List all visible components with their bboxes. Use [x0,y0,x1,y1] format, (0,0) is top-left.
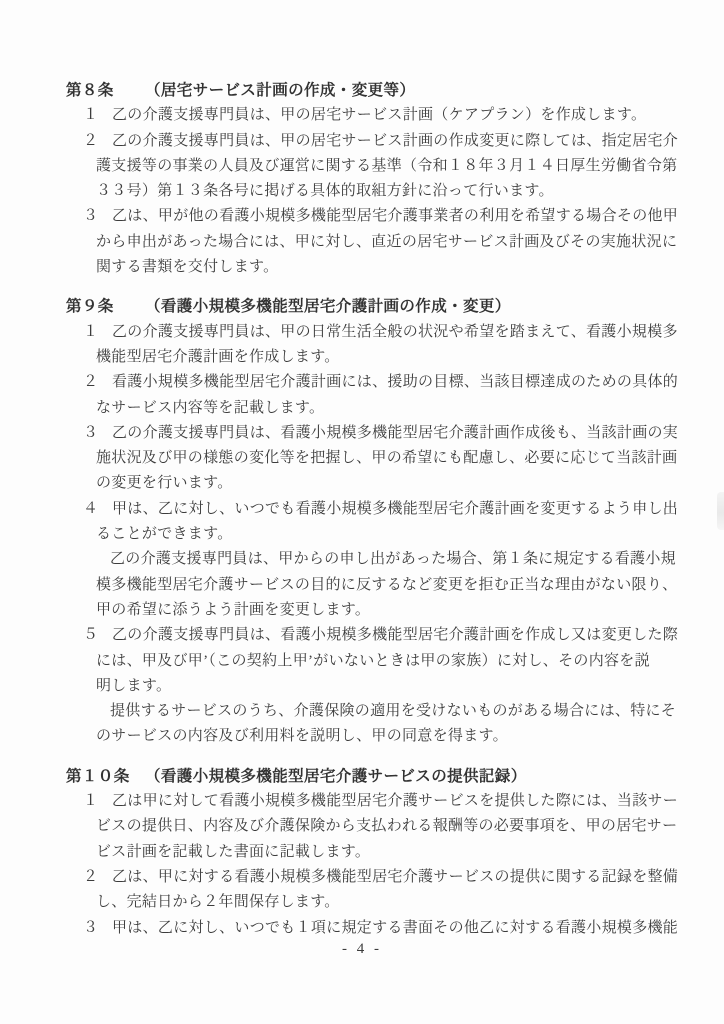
article-number: 第８条 [66,82,114,99]
clause-text: 乙の介護支援専門員は、甲からの申し出があった場合、第１条に規定する看護小規 [110,551,676,568]
article-8 [0,78,724,280]
clause-line [96,446,724,471]
clause-number: ３ [83,919,99,936]
clause-text: し、完結日から２年間保存します。 [96,894,340,911]
clause-line [96,154,724,179]
clause-text: の変更を行います。 [96,475,233,492]
clause-line [83,865,724,890]
clause-text: 甲は、乙に対し、いつでも１項に規定する書面その他乙に対する看護小規模多機能 [112,919,679,936]
clause-line [96,674,724,699]
paragraph-line [110,547,724,572]
clause-text: 甲の希望に添うよう計画を変更します。 [96,601,371,618]
clause-number: １ [83,107,99,124]
article-title: （看護小規模多機能型居宅介護計画の作成・変更） [145,298,511,316]
clause-text: 護支援等の事業の人員及び運営に関する基準（令和１８年３月１４日厚生労働省令第 [96,157,678,174]
scan-artifact [717,492,724,530]
clause-text: には、甲及び甲’（この契約上甲’がいないときは甲の家族）に対し、その内容を説 [96,652,650,669]
clause-text: ビス計画を記載した書面に記載します。 [96,843,371,860]
clause-line [96,396,724,421]
clause-text: 看護小規模多機能型居宅介護計画には、援助の目標、当該目標達成のための具体的 [112,374,679,391]
paragraph-line [96,573,724,598]
page-number: - 4 - [342,941,382,957]
clause-number: ２ [83,132,99,149]
paragraph-line [110,699,724,724]
article-heading [66,294,724,319]
clause-number: ４ [83,500,99,517]
article-number: 第９条 [66,298,114,316]
clause-text: ビスの提供日、内容及び介護保険から支払われる報酬等の必要事項を、甲の居宅サー [96,818,678,835]
clause-text: 乙の介護支援専門員は、看護小規模多機能型居宅介護計画を作成し又は変更した際 [112,627,679,644]
clause-text: 提供するサービスのうち、介護保険の適用を受けないものがある場合には、特にそ [110,703,677,720]
article-heading [66,78,724,103]
clause-text: 明します。 [96,677,172,694]
article-10 [0,764,724,941]
article-9 [0,294,724,749]
clause-text: 機能型居宅介護計画を作成します。 [96,348,340,365]
clause-line [83,204,724,229]
clause-text: 乙は甲に対して看護小規模多機能型居宅介護サービスを提供した際には、当該サー [112,793,679,810]
clause-text: 乙の介護支援専門員は、甲の居宅サービス計画（ケアプラン）を作成します。 [112,107,647,124]
clause-number: １ [83,793,99,810]
clause-text: ることができます。 [96,526,233,543]
clause-line [96,255,724,280]
article-heading [66,764,724,789]
clause-line [83,789,724,814]
clause-text: 乙の介護支援専門員は、甲の日常生活全般の状況や希望を踏まえて、看護小規模多 [112,323,678,340]
paragraph-line [96,724,724,749]
clause-line [96,179,724,204]
clause-line [83,497,724,522]
clause-text: 模多機能型居宅介護サービスの目的に反するなど変更を拒む正当な理由がない限り、 [96,576,678,593]
clause-number: ３ [83,424,99,441]
clause-line [83,129,724,154]
clause-number: ３ [83,208,99,225]
clause-line [96,890,724,915]
clause-text: 乙の介護支援専門員は、甲の居宅サービス計画の作成変更に際しては、指定居宅介 [112,132,679,149]
clause-line [83,370,724,395]
clause-line [96,230,724,255]
paragraph-line [96,598,724,623]
clause-line [96,345,724,370]
clause-text: 乙は、甲が他の看護小規模多機能型居宅介護事業者の利用を希望する場合その他甲 [112,208,679,225]
clause-line [96,649,724,674]
article-number: 第１０条 [66,767,130,785]
clause-text: なサービス内容等を記載します。 [96,399,325,416]
clause-line [83,916,724,941]
clause-line [96,814,724,839]
clause-text: ３３号）第１３条各号に掲げる具体的取組方針に沿って行います。 [96,183,554,200]
clause-line [83,320,724,345]
clause-text: のサービスの内容及び利用料を説明し、甲の同意を得ます。 [96,728,508,745]
clause-number: １ [83,323,99,340]
clause-line [96,471,724,496]
clause-text: 関する書類を交付します。 [96,259,279,276]
clause-line [96,840,724,865]
clause-line [83,103,724,128]
clause-text: から申出があった場合には、甲に対し、直近の居宅サービス計画及びその実施状況に [96,233,678,250]
clause-text: 甲は、乙に対し、いつでも看護小規模多機能型居宅介護計画を変更するよう申し出 [112,500,679,517]
clause-line [96,522,724,547]
clause-text: 乙は、甲に対する看護小規模多機能型居宅介護サービスの提供に関する記録を整備 [112,868,679,885]
clause-line [83,623,724,648]
clause-text: 乙の介護支援専門員は、看護小規模多機能型居宅介護計画作成後も、当該計画の実 [112,424,679,441]
clause-number: ５ [83,627,99,644]
article-title: （看護小規模多機能型居宅介護サービスの提供記録） [145,767,527,785]
article-title: （居宅サービス計画の作成・変更等） [145,82,416,99]
clause-text: 施状況及び甲の様態の変化等を把握し、甲の希望にも配慮し、必要に応じて当該計画 [96,450,678,467]
clause-number: ２ [83,374,99,391]
clause-line [83,421,724,446]
clause-number: ２ [83,868,99,885]
